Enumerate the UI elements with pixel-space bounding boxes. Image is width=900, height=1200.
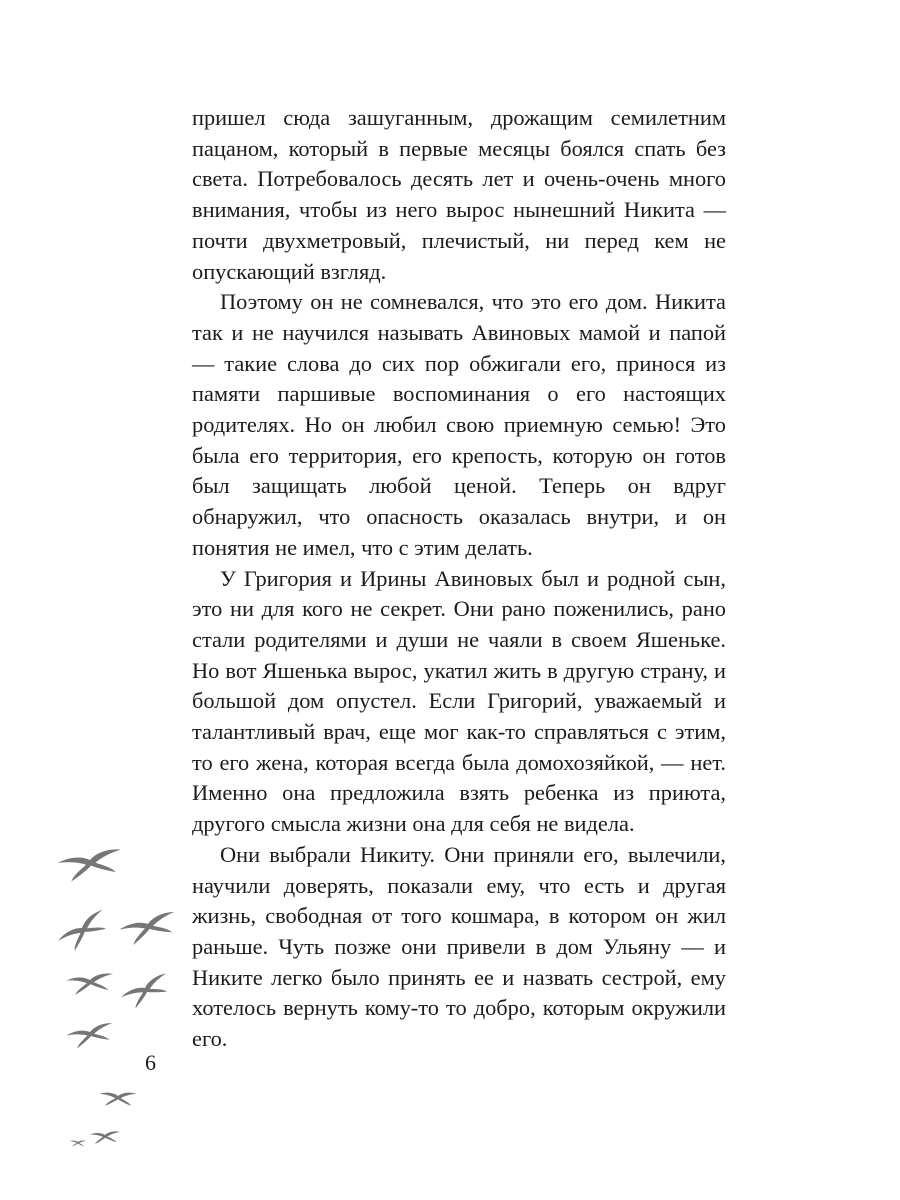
page-number: 6: [145, 1050, 156, 1075]
bird-icon: [70, 1140, 87, 1146]
body-text: [192, 103, 726, 1055]
paragraph-4: Они выбрали Никиту. Они приняли его, вылечили, научили доверять, показали ему, что есть и другая жизнь, свободная от того кошмара, в котором он жил раньше. Чуть позже они привели в дом Ульяну — и Никите легко было принять ее и назвать сестрой, ему хотелось вернуть кому-то то добро, которым окружили его.: [192, 841, 726, 1052]
bird-icon: [57, 908, 113, 955]
bird-icon: [120, 972, 174, 1012]
bird-icon: [90, 1131, 121, 1144]
bird-icon: [57, 848, 125, 884]
flying-birds-icon: [0, 820, 190, 1160]
bird-icon: [99, 1093, 136, 1106]
bird-icon: [119, 910, 180, 947]
bird-icon: [66, 972, 115, 995]
bird-icon: [66, 1022, 116, 1051]
paragraph-2: Поэтому он не сомневался, что это его дом. Никита так и не научился называть Авиновых мамой и папой — такие слова до сих пор обжигали его, принося из памяти паршивые воспоминания о его настоящих родителях. Но он любил свою приемную семью! Это была его территория, его крепость, которую он готов был защищать любой ценой. Теперь он вдруг обнаружил, что опасность оказалась внутри, и он понятия не имел, что с этим делать.: [192, 289, 726, 560]
paragraph-3: У Григория и Ирины Авиновых был и родной сын, это ни для кого не секрет. Они рано поженились, рано стали родителями и души не чаяли в своем Яшеньке. Но вот Яшенька вырос, укатил жить в другую страну, и большой дом опустел. Если Григорий, уважаемый и талантливый врач, еще мог как-то справляться с этим, то его жена, которая всегда была домохозяйкой, — нет. Именно она предложила взять ребенка из приюта, другого смысла жизни она для себя не видела.: [192, 565, 726, 837]
paragraph-1: пришел сюда зашуганным, дрожащим семилетним пацаном, который в первые месяцы боялся спать без света. Потребовалось десять лет и очень-очень много внимания, чтобы из него вырос нынешний Никита — почти двухметровый, плечистый, ни перед кем не опускающий взгляд.: [192, 105, 726, 284]
